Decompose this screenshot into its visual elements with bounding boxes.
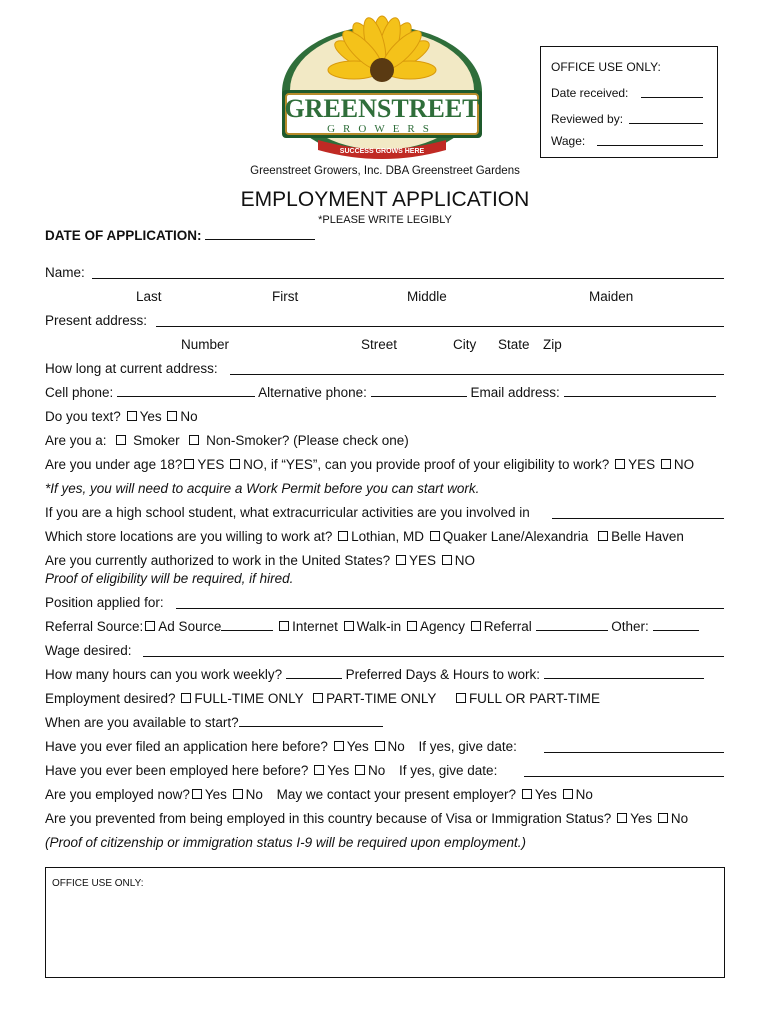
referral-ad-field[interactable] bbox=[221, 619, 273, 631]
employed-before-label: Have you ever been employed here before? bbox=[45, 763, 309, 778]
svg-text:SUCCESS GROWS HERE: SUCCESS GROWS HERE bbox=[339, 148, 425, 155]
address-number-caption: Number bbox=[181, 337, 230, 352]
non-smoker-label: Non-Smoker? (Please check one) bbox=[206, 433, 409, 448]
address-city-caption: City bbox=[453, 337, 477, 352]
visa-yes-checkbox[interactable] bbox=[617, 813, 627, 823]
address-label: Present address: bbox=[45, 313, 148, 328]
authorized-no-checkbox[interactable] bbox=[442, 555, 452, 565]
filed-before-no-label: No bbox=[387, 739, 405, 754]
preferred-days-field[interactable] bbox=[544, 667, 704, 679]
position-field[interactable] bbox=[176, 608, 724, 609]
high-school-label: If you are a high school student, what extracurricular activities are you involved in bbox=[45, 505, 530, 520]
reviewed-by-field[interactable] bbox=[629, 123, 703, 124]
hours-label: How many hours can you work weekly? bbox=[45, 667, 283, 682]
cell-phone-field[interactable] bbox=[117, 385, 255, 397]
company-line: Greenstreet Growers, Inc. DBA Greenstreet Gardens bbox=[250, 165, 520, 177]
address-state-caption: State bbox=[498, 337, 530, 352]
store-belle-haven-checkbox[interactable] bbox=[598, 531, 608, 541]
visa-no-checkbox[interactable] bbox=[658, 813, 668, 823]
under18-yes-label: YES bbox=[197, 457, 225, 472]
employed-before-yes-label: Yes bbox=[327, 763, 350, 778]
full-or-parttime-checkbox[interactable] bbox=[456, 693, 466, 703]
visa-question-label: Are you prevented from being employed in this country because of Visa or Immigration Status? bbox=[45, 811, 612, 826]
svg-text:GROWERS: GROWERS bbox=[327, 123, 437, 135]
page-title: EMPLOYMENT APPLICATION bbox=[240, 188, 530, 211]
text-no-label: No bbox=[180, 409, 198, 424]
referral-label: Referral Source: bbox=[45, 619, 144, 634]
cell-phone-label: Cell phone: bbox=[45, 385, 114, 400]
name-label: Name: bbox=[45, 265, 85, 280]
employed-now-yes-checkbox[interactable] bbox=[192, 789, 202, 799]
work-permit-note: *If yes, you will need to acquire a Work Permit before you can start work. bbox=[45, 481, 480, 496]
employed-now-label: Are you employed now? bbox=[45, 787, 190, 802]
sunflower-logo-graphic bbox=[268, 12, 496, 160]
reviewed-by-label: Reviewed by: bbox=[551, 112, 624, 126]
date-of-application-field[interactable] bbox=[205, 228, 315, 240]
referral-walkin-checkbox[interactable] bbox=[344, 621, 354, 631]
filed-before-yes-label: Yes bbox=[346, 739, 369, 754]
store-lothian-checkbox[interactable] bbox=[338, 531, 348, 541]
address-zip-caption: Zip bbox=[543, 337, 562, 352]
address-street-caption: Street bbox=[361, 337, 398, 352]
page-subtitle: *PLEASE WRITE LEGIBLY bbox=[318, 214, 452, 226]
parttime-label: PART-TIME ONLY bbox=[326, 691, 437, 706]
filed-before-date-label: If yes, give date: bbox=[418, 739, 517, 754]
store-quaker-checkbox[interactable] bbox=[430, 531, 440, 541]
contact-employer-no-label: No bbox=[575, 787, 593, 802]
alt-phone-label: Alternative phone: bbox=[258, 385, 367, 400]
alt-phone-field[interactable] bbox=[371, 385, 467, 397]
office-use-bottom-title: OFFICE USE ONLY: bbox=[52, 878, 144, 889]
start-label: When are you available to start? bbox=[45, 715, 239, 730]
name-middle-caption: Middle bbox=[407, 289, 447, 304]
store-belle-haven-label: Belle Haven bbox=[611, 529, 684, 544]
preferred-days-label: Preferred Days & Hours to work: bbox=[345, 667, 540, 682]
how-long-label: How long at current address: bbox=[45, 361, 218, 376]
full-or-parttime-label: FULL OR PART-TIME bbox=[468, 691, 600, 706]
employed-before-date-field[interactable] bbox=[524, 776, 724, 777]
how-long-field[interactable] bbox=[230, 374, 724, 375]
i9-note: (Proof of citizenship or immigration status I-9 will be required upon employment.) bbox=[45, 835, 526, 850]
text-no-checkbox[interactable] bbox=[167, 411, 177, 421]
eligibility-no-checkbox[interactable] bbox=[661, 459, 671, 469]
contact-employer-label: May we contact your present employer? bbox=[276, 787, 517, 802]
wage-field[interactable] bbox=[597, 145, 703, 146]
office-use-title: OFFICE USE ONLY: bbox=[551, 60, 661, 74]
eligibility-yes-checkbox[interactable] bbox=[615, 459, 625, 469]
filed-before-date-field[interactable] bbox=[544, 752, 724, 753]
authorized-yes-label: YES bbox=[408, 553, 436, 568]
office-use-box bbox=[540, 46, 718, 158]
office-use-bottom-box bbox=[45, 867, 725, 978]
date-received-label: Date received: bbox=[551, 86, 629, 100]
fulltime-checkbox[interactable] bbox=[181, 693, 191, 703]
text-question-label: Do you text? bbox=[45, 409, 121, 424]
name-first-caption: First bbox=[272, 289, 299, 304]
company-logo bbox=[268, 12, 496, 160]
smoker-checkbox[interactable] bbox=[116, 435, 126, 445]
store-quaker-label: Quaker Lane/Alexandria bbox=[442, 529, 589, 544]
eligibility-yes-label: YES bbox=[628, 457, 656, 472]
referral-ad-label: Ad Source bbox=[158, 619, 222, 634]
date-received-field[interactable] bbox=[641, 97, 703, 98]
filed-before-yes-checkbox[interactable] bbox=[334, 741, 344, 751]
svg-text:GREENSTREET: GREENSTREET bbox=[284, 94, 480, 123]
store-question-label: Which store locations are you willing to work at? bbox=[45, 529, 333, 544]
referral-agency-checkbox[interactable] bbox=[407, 621, 417, 631]
under18-question-label: Are you under age 18? bbox=[45, 457, 183, 472]
email-label: Email address: bbox=[470, 385, 560, 400]
under18-no-label: NO, if “YES”, can you provide proof of your eligibility to work? bbox=[243, 457, 610, 472]
employed-before-date-label: If yes, give date: bbox=[399, 763, 498, 778]
employed-now-yes-label: Yes bbox=[204, 787, 227, 802]
name-maiden-caption: Maiden bbox=[589, 289, 634, 304]
date-of-application-label: DATE OF APPLICATION: bbox=[45, 228, 202, 243]
fulltime-label: FULL-TIME ONLY bbox=[194, 691, 304, 706]
referral-referral-label: Referral bbox=[483, 619, 532, 634]
proof-note: Proof of eligibility will be required, if hired. bbox=[45, 571, 294, 586]
employed-before-yes-checkbox[interactable] bbox=[314, 765, 324, 775]
email-field[interactable] bbox=[564, 385, 716, 397]
non-smoker-checkbox[interactable] bbox=[189, 435, 199, 445]
wage-desired-field[interactable] bbox=[143, 656, 724, 657]
referral-referral-field[interactable] bbox=[536, 619, 608, 631]
employed-before-no-label: No bbox=[367, 763, 386, 778]
employed-before-no-checkbox[interactable] bbox=[355, 765, 365, 775]
employment-desired-label: Employment desired? bbox=[45, 691, 176, 706]
text-yes-label: Yes bbox=[139, 409, 162, 424]
authorized-no-label: NO bbox=[454, 553, 475, 568]
authorized-yes-checkbox[interactable] bbox=[396, 555, 406, 565]
address-field[interactable] bbox=[156, 326, 724, 327]
under18-no-checkbox[interactable] bbox=[230, 459, 240, 469]
visa-no-label: No bbox=[670, 811, 689, 826]
position-label: Position applied for: bbox=[45, 595, 164, 610]
store-lothian-label: Lothian, MD bbox=[351, 529, 424, 544]
text-yes-checkbox[interactable] bbox=[127, 411, 137, 421]
referral-walkin-label: Walk-in bbox=[356, 619, 402, 634]
smoker-label: Smoker bbox=[133, 433, 180, 448]
contact-employer-yes-label: Yes bbox=[534, 787, 557, 802]
referral-agency-label: Agency bbox=[419, 619, 465, 634]
start-field[interactable] bbox=[239, 715, 383, 727]
referral-referral-checkbox[interactable] bbox=[471, 621, 481, 631]
hours-field[interactable] bbox=[286, 667, 342, 679]
wage-label: Wage: bbox=[551, 134, 586, 148]
high-school-field[interactable] bbox=[552, 518, 724, 519]
employed-now-no-checkbox[interactable] bbox=[233, 789, 243, 799]
smoker-question-label: Are you a: bbox=[45, 433, 107, 448]
referral-ad-checkbox[interactable] bbox=[145, 621, 155, 631]
name-field[interactable] bbox=[92, 278, 724, 279]
visa-yes-label: Yes bbox=[630, 811, 653, 826]
referral-other-field[interactable] bbox=[653, 619, 699, 631]
employed-now-no-label: No bbox=[245, 787, 263, 802]
filed-before-no-checkbox[interactable] bbox=[375, 741, 385, 751]
wage-desired-label: Wage desired: bbox=[45, 643, 132, 658]
contact-employer-no-checkbox[interactable] bbox=[563, 789, 573, 799]
contact-employer-yes-checkbox[interactable] bbox=[522, 789, 532, 799]
authorized-question-label: Are you currently authorized to work in the United States? bbox=[45, 553, 391, 568]
referral-other-label: Other: bbox=[611, 619, 649, 634]
eligibility-no-label: NO bbox=[673, 457, 695, 472]
name-last-caption: Last bbox=[136, 289, 162, 304]
referral-internet-label: Internet bbox=[292, 619, 338, 634]
under18-yes-checkbox[interactable] bbox=[184, 459, 194, 469]
referral-internet-checkbox[interactable] bbox=[279, 621, 289, 631]
parttime-checkbox[interactable] bbox=[313, 693, 323, 703]
filed-before-label: Have you ever filed an application here before? bbox=[45, 739, 328, 754]
